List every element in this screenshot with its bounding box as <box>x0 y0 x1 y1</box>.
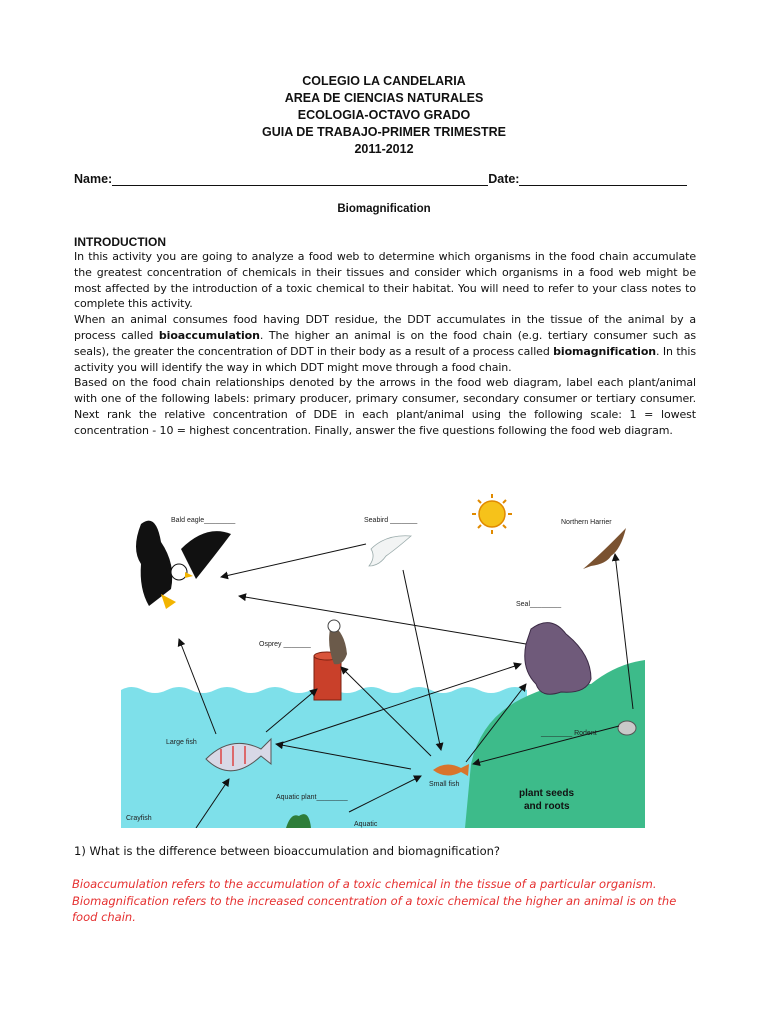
sun-icon <box>472 494 512 534</box>
department-name: AREA DE CIENCIAS NATURALES <box>284 91 484 105</box>
introduction-text <box>74 249 696 439</box>
food-web-diagram <box>121 494 645 828</box>
bald-eagle-icon <box>136 521 231 609</box>
northern-harrier-label: Northern Harrier <box>561 519 612 526</box>
and-roots-label: and roots <box>524 801 570 812</box>
aquatic-plant-label: Aquatic plant________ <box>276 794 348 801</box>
seal-icon <box>525 623 591 695</box>
northern-harrier-icon <box>583 528 626 569</box>
term-biomagnification: biomagnification <box>553 344 657 358</box>
worksheet-title: Biomagnification <box>337 203 431 215</box>
plant-seeds-label: plant seeds <box>519 788 575 799</box>
date-label: Date: <box>488 172 520 186</box>
crayfish-label: Crayfish <box>126 815 152 822</box>
question-1: 1) What is the difference between bioaccumulation and biomagnification? <box>74 844 500 858</box>
p2-text-e: . In this activity you will identify the way in which DDT might move through a food chain. <box>74 344 696 374</box>
term-bioaccumulation: bioaccumulation <box>158 328 260 342</box>
rodent-icon <box>618 721 636 735</box>
large-fish-label: Large fish <box>166 739 197 746</box>
seal-label: Seal________ <box>516 601 562 608</box>
school-year: 2011-2012 <box>354 142 414 156</box>
small-fish-label: Small fish <box>429 781 460 788</box>
intro-paragraph-2 <box>74 312 696 375</box>
p2-text-c: . The higher an animal is on the food chain (e.g. tertiary consumer such as seals), the greater the concentration of DDT in their body as a result of a process called <box>74 328 696 358</box>
rodent-label: ________ Rodent <box>541 730 597 737</box>
osprey-icon <box>314 620 347 700</box>
intro-paragraph-1: In this activity you are going to analyze a food web to determine which organisms in the food chain accumulate the greatest concentration of chemicals in their tissues and consider which organisms in a food web might be most affected by the introduction of a toxic chemical to their habitat. You will need to refer to your class notes to complete this activity. <box>74 250 696 311</box>
aquatic-partial-label: Aquatic <box>354 821 378 828</box>
school-name: COLEGIO LA CANDELARIA <box>302 74 466 88</box>
name-date-row <box>74 172 694 186</box>
water-area <box>121 687 527 828</box>
osprey-label: Osprey _______ <box>259 641 311 648</box>
course-name: ECOLOGIA-OCTAVO GRADO <box>297 108 471 122</box>
introduction-heading: INTRODUCTION <box>74 235 166 249</box>
bald-eagle-label: Bald eagle________ <box>171 517 236 524</box>
p2-text-a: When an animal consumes food having DDT residue, the DDT accumulates in the tissue of the animal by a process called <box>74 313 696 342</box>
name-label: Name: <box>74 172 113 186</box>
guide-title: GUIA DE TRABAJO-PRIMER TRIMESTRE <box>262 125 506 139</box>
name-field[interactable] <box>112 174 488 186</box>
date-field[interactable] <box>519 174 687 186</box>
seabird-icon <box>369 536 411 566</box>
intro-paragraph-3: Based on the food chain relationships denoted by the arrows in the food web diagram, label each plant/animal with one of the following labels: primary producer, primary consumer, secondary consumer or tertiary consumer. Next rank the relative concentration of DDE in each plant/animal using the following scale: 1 = lowest concentration - 10 = highest concentration. Finally, answer the five questions following the food web diagram. <box>74 376 696 437</box>
document-header <box>0 73 768 158</box>
seabird-label: Seabird _______ <box>364 517 418 524</box>
answer-1: Bioaccumulation refers to the accumulation of a toxic chemical in the tissue of a particular organism. Biomagnification refers to the increased concentration of a toxic chemical the higher an animal is on the food chain. <box>72 877 677 924</box>
